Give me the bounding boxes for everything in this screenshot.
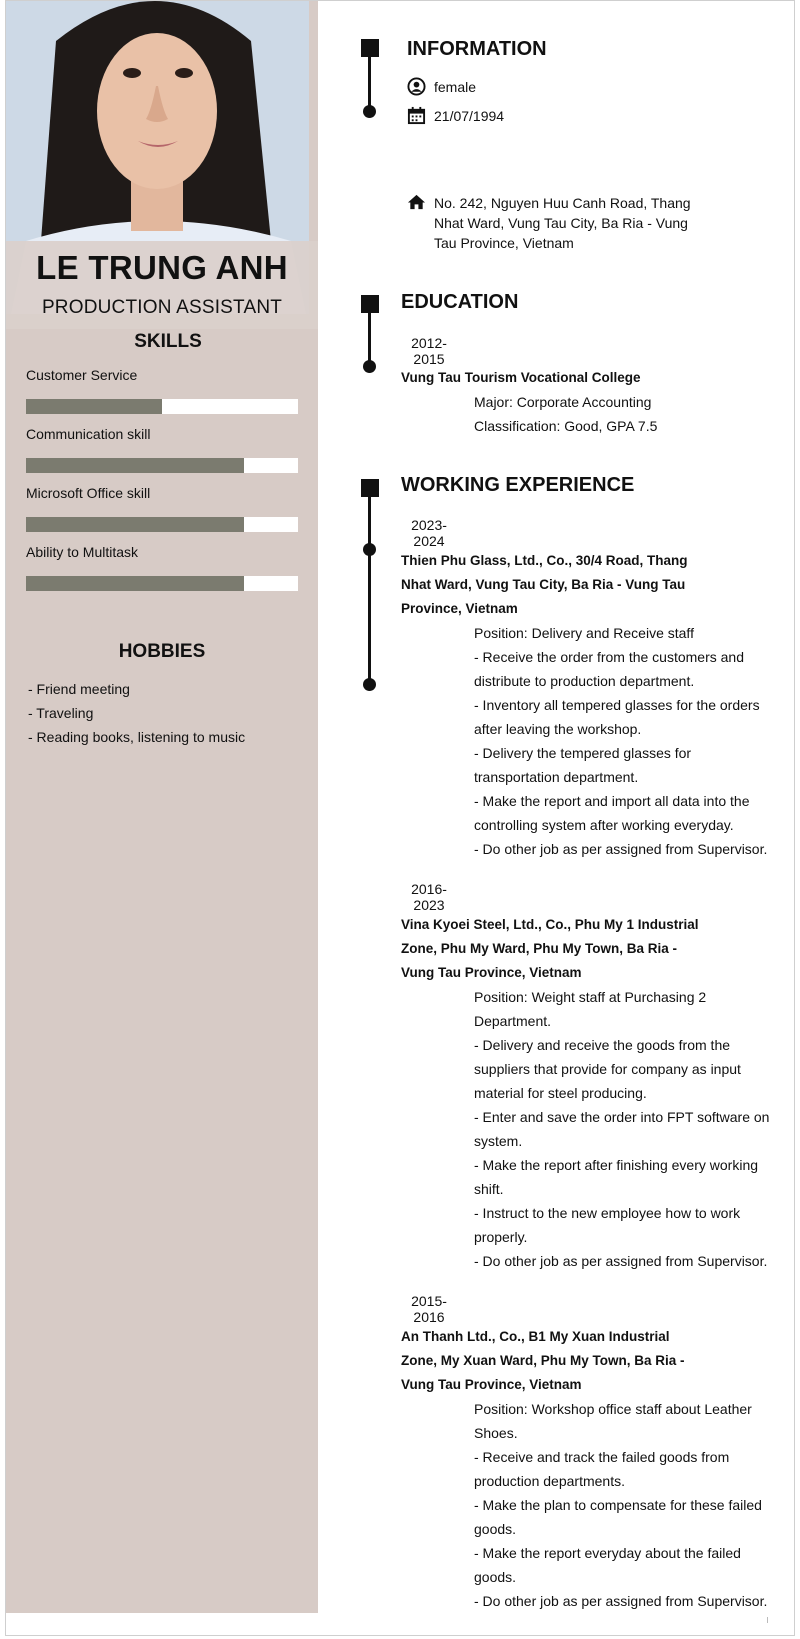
year-start: 2023-: [411, 517, 447, 533]
gender-row: [407, 77, 476, 97]
address-row: [407, 193, 697, 253]
job-detail-line: system.: [474, 1133, 523, 1149]
job-detail-line: - Do other job as per assigned from Supervisor.: [474, 841, 768, 857]
calendar-icon: [407, 106, 426, 125]
year-start: 2012-: [411, 335, 447, 351]
job-detail-line: Department.: [474, 1013, 552, 1029]
skill-bar: [26, 576, 298, 591]
skill-item: [26, 544, 298, 591]
year-start: 2016-: [411, 881, 447, 897]
year-end: 2016: [413, 1309, 445, 1325]
experience-heading: WORKING EXPERIENCE: [401, 474, 635, 496]
job-detail-line: - Delivery and receive the goods from the: [474, 1037, 731, 1053]
year-end: 2015: [413, 351, 445, 367]
user-circle-icon: [407, 77, 426, 96]
skill-label: Microsoft Office skill: [26, 485, 151, 501]
home-icon: [407, 193, 426, 212]
skill-bar-fill: [26, 517, 244, 532]
address-value: No. 242, Nguyen Huu Canh Road, Thang Nhat Ward, Vung Tau City, Ba Ria - Vung Tau Province, Vietnam: [434, 195, 691, 251]
job-detail-line: controlling system after working everyday.: [474, 817, 734, 833]
job-year: [407, 1293, 451, 1325]
skill-bar: [26, 458, 298, 473]
company-name: [401, 913, 701, 985]
education-heading: EDUCATION: [401, 291, 519, 313]
company-line: Thien Phu Glass, Ltd., Co., 30/4 Road, Thang: [401, 553, 688, 568]
year-end: 2024: [413, 533, 445, 549]
job-detail-line: properly.: [474, 1229, 528, 1245]
job-detail-line: goods.: [474, 1569, 517, 1585]
timeline-line: [368, 305, 371, 365]
gender-value: female: [434, 79, 477, 95]
timeline-line: [368, 49, 371, 109]
company-line: Vina Kyoei Steel, Ltd., Co., Phu My 1 Industrial: [401, 917, 699, 932]
skill-bar-fill: [26, 399, 162, 414]
hobby-list: [28, 677, 245, 749]
job-detail-line: Position: Weight staff at Purchasing 2: [474, 989, 707, 1005]
job-detail-line: goods.: [474, 1521, 517, 1537]
skill-item: [26, 367, 298, 414]
job-detail-line: - Make the report and import all data into the: [474, 793, 750, 809]
timeline-dot-icon: [363, 678, 376, 691]
hobbies-heading: HOBBIES: [118, 641, 206, 662]
hobby-item: - Traveling: [28, 705, 94, 721]
skill-item: [26, 485, 298, 532]
job-details: [474, 621, 774, 861]
job-detail-line: - Receive the order from the customers and: [474, 649, 745, 665]
timeline-dot-icon: [363, 360, 376, 373]
job-detail-line: Shoes.: [474, 1425, 518, 1441]
job-detail-line: transportation department.: [474, 769, 639, 785]
skill-label: Communication skill: [26, 426, 151, 442]
company-line: Zone, Phu My Ward, Phu My Town, Ba Ria -: [401, 941, 678, 956]
information-heading: INFORMATION: [407, 38, 547, 60]
job-detail-line: - Inventory all tempered glasses for the orders: [474, 697, 760, 713]
job-details: [474, 985, 774, 1273]
year-end: 2023: [413, 897, 445, 913]
company-line: Nhat Ward, Vung Tau City, Ba Ria - Vung Tau: [401, 577, 686, 592]
education-detail-line: Classification: Good, GPA 7.5: [474, 418, 658, 434]
job-detail-line: - Make the report everyday about the failed: [474, 1545, 741, 1561]
job-detail-line: - Do other job as per assigned from Supervisor.: [474, 1253, 768, 1269]
school-name: Vung Tau Tourism Vocational College: [401, 370, 641, 385]
company-line: Vung Tau Province, Vietnam: [401, 965, 582, 980]
job-detail-line: - Make the plan to compensate for these failed: [474, 1497, 762, 1513]
job-details: [474, 1397, 774, 1613]
person-name: LE TRUNG ANH: [36, 249, 288, 286]
year-start: 2015-: [411, 1293, 447, 1309]
job-detail-line: material for steel producing.: [474, 1085, 647, 1101]
timeline-dot-icon: [363, 543, 376, 556]
birthdate-row: [407, 106, 504, 126]
company-line: Zone, My Xuan Ward, Phu My Town, Ba Ria -: [401, 1353, 685, 1368]
company-line: An Thanh Ltd., Co., B1 My Xuan Industrial: [401, 1329, 670, 1344]
page-corner-mark: [767, 1617, 768, 1623]
job-detail-line: after leaving the workshop.: [474, 721, 642, 737]
job-year: [407, 881, 451, 913]
company-name: [401, 1325, 701, 1397]
education-year: [407, 335, 451, 367]
job-detail-line: distribute to production department.: [474, 673, 695, 689]
job-detail-line: - Receive and track the failed goods from: [474, 1449, 730, 1465]
job-title: PRODUCTION ASSISTANT: [41, 297, 283, 318]
job-detail-line: suppliers that provide for company as input: [474, 1061, 741, 1077]
job-detail-line: shift.: [474, 1181, 504, 1197]
job-detail-line: - Make the report after finishing every working: [474, 1157, 759, 1173]
birthdate-value: 21/07/1994: [434, 108, 505, 124]
company-name: [401, 549, 701, 621]
hobby-item: - Friend meeting: [28, 681, 130, 697]
resume-page: [5, 0, 795, 1636]
timeline-line: [368, 489, 371, 684]
skill-label: Customer Service: [26, 367, 138, 383]
education-detail-line: Major: Corporate Accounting: [474, 394, 652, 410]
skill-bar-fill: [26, 458, 244, 473]
education-details: [474, 390, 774, 438]
skill-item: [26, 426, 298, 473]
job-detail-line: - Do other job as per assigned from Supervisor.: [474, 1593, 768, 1609]
skill-bar-fill: [26, 576, 244, 591]
hobby-item: - Reading books, listening to music: [28, 729, 246, 745]
job-detail-line: Position: Delivery and Receive staff: [474, 625, 694, 641]
job-detail-line: - Delivery the tempered glasses for: [474, 745, 692, 761]
job-detail-line: production departments.: [474, 1473, 625, 1489]
timeline-dot-icon: [363, 105, 376, 118]
job-detail-line: - Enter and save the order into FPT software on: [474, 1109, 770, 1125]
skills-heading: SKILLS: [134, 331, 202, 352]
job-detail-line: - Instruct to the new employee how to work: [474, 1205, 741, 1221]
skill-bar: [26, 399, 298, 414]
company-line: Vung Tau Province, Vietnam: [401, 1377, 582, 1392]
job-year: [407, 517, 451, 549]
job-detail-line: Position: Workshop office staff about Leather: [474, 1401, 752, 1417]
skill-label: Ability to Multitask: [26, 544, 139, 560]
skill-bar: [26, 517, 298, 532]
company-line: Province, Vietnam: [401, 601, 518, 616]
